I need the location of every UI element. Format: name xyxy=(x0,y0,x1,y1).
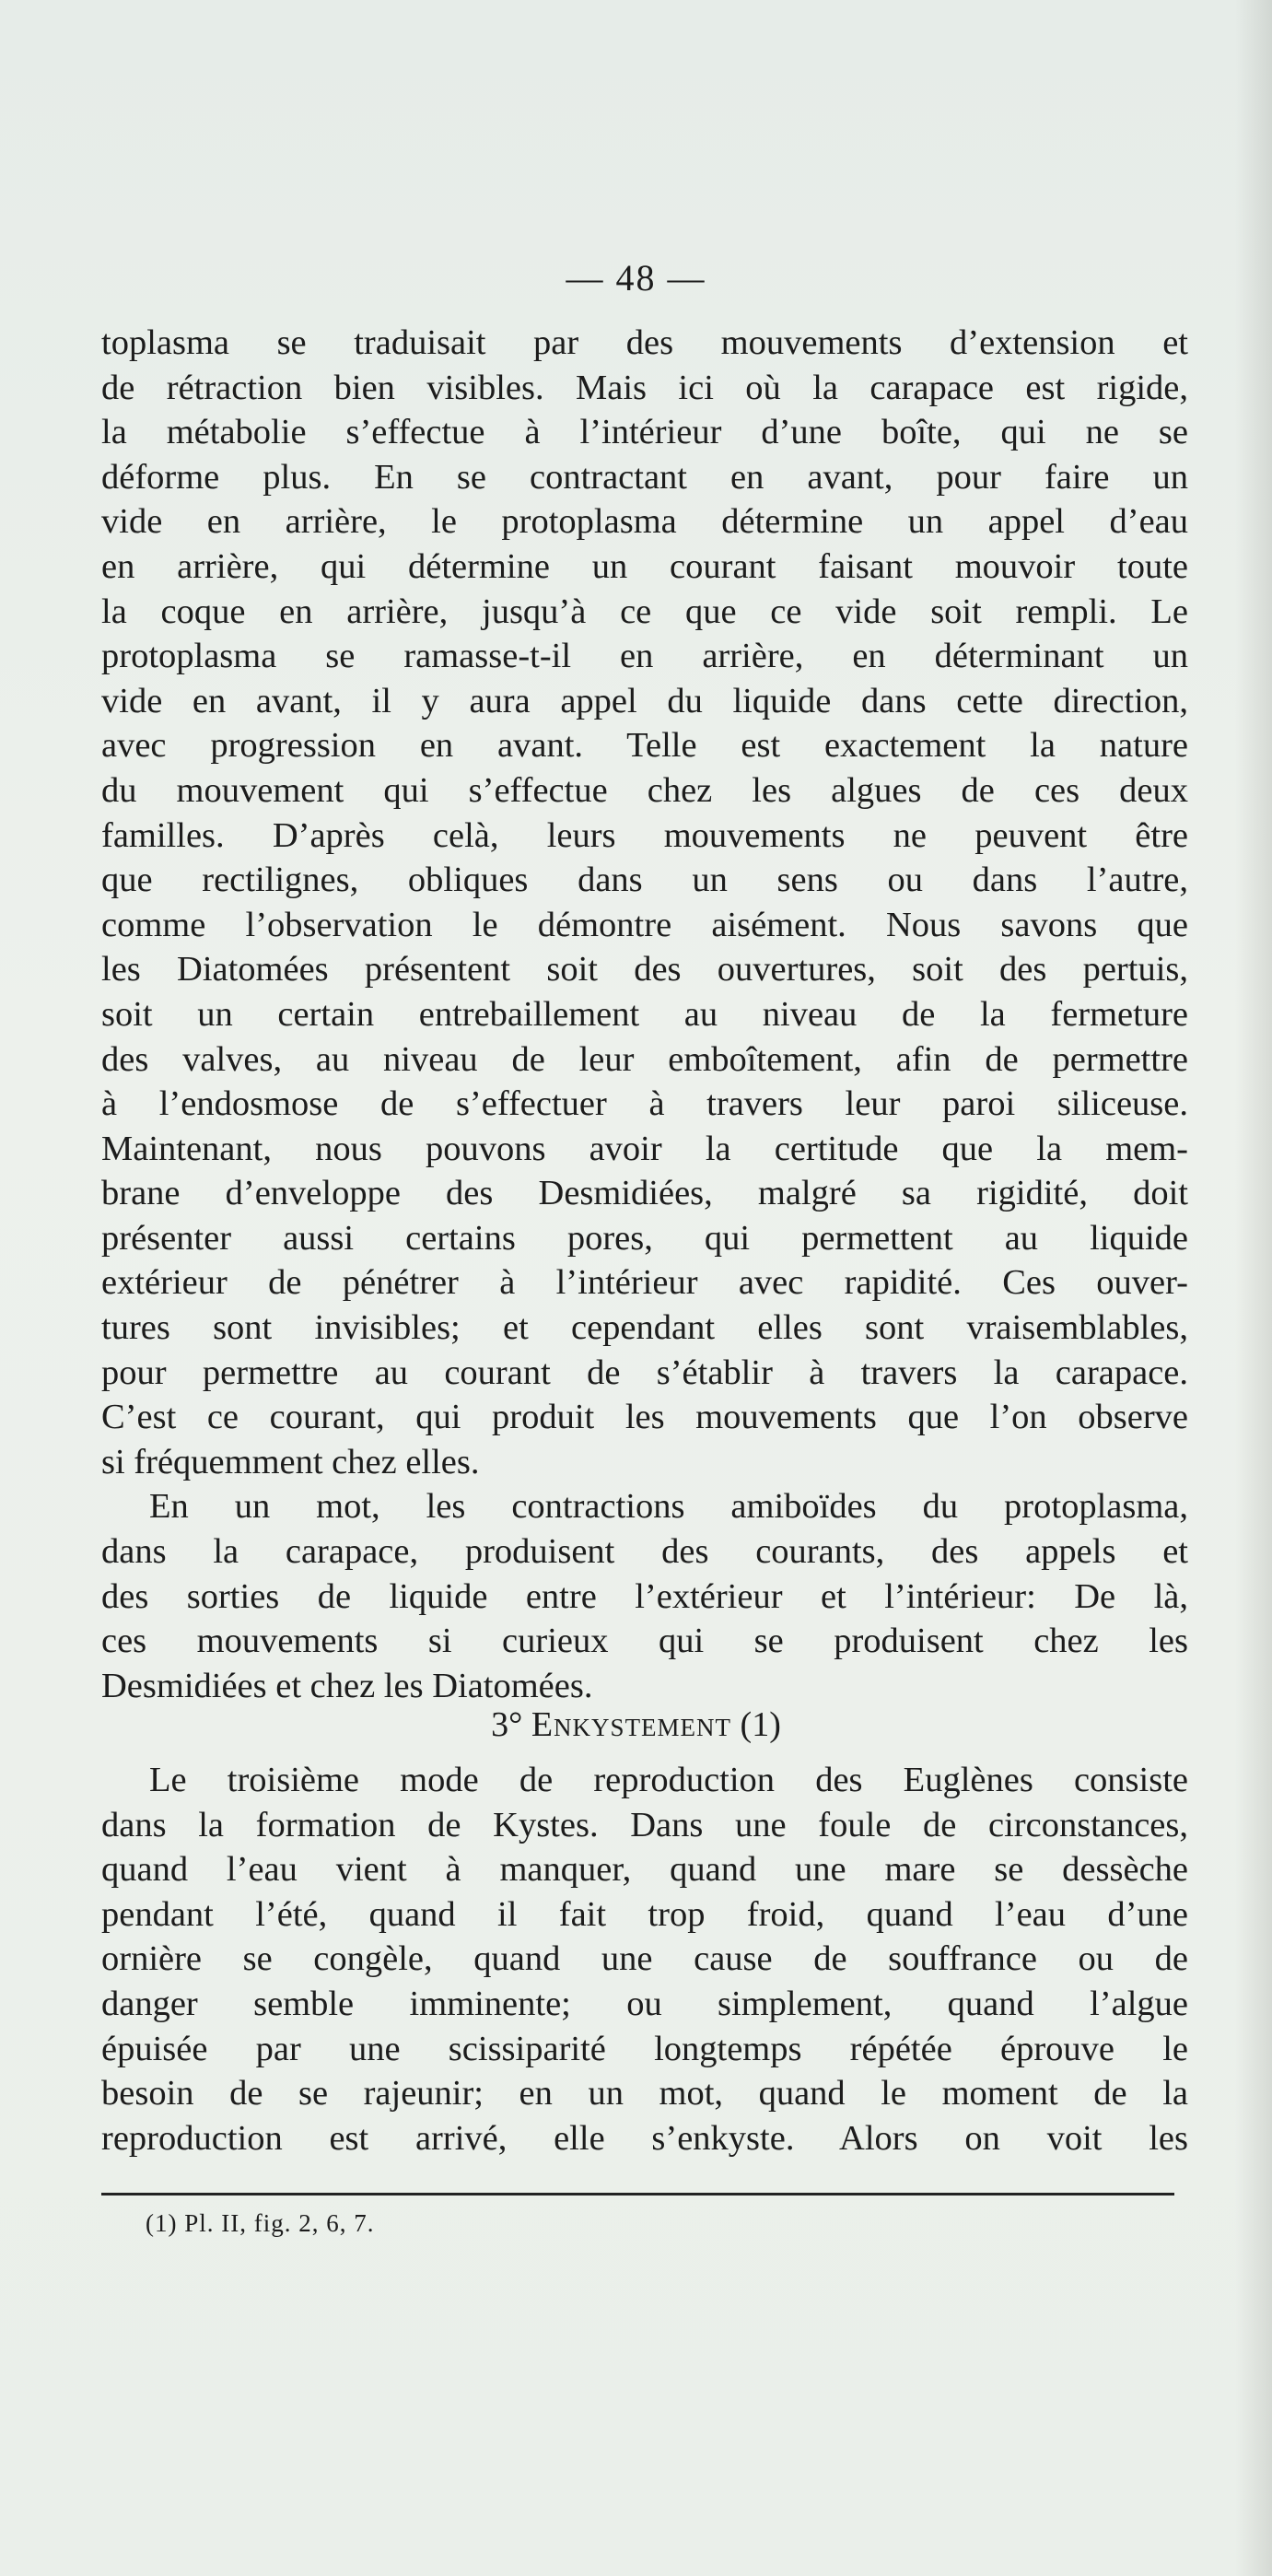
text-line: C’est ce courant, qui produit les mouvements que l’on observe xyxy=(101,1398,1188,1437)
section-title: Enkystement xyxy=(531,1705,732,1744)
text-line: comme l’observation le démontre aisément. Nous savons que xyxy=(101,905,1188,944)
text-line: pour permettre au courant de s’établir à travers la carapace. xyxy=(101,1352,1188,1392)
text-line: soit un certain entrebaillement au niveau de la fermeture xyxy=(101,994,1188,1034)
text-line: Maintenant, nous pouvons avoir la certitude que la mem- xyxy=(101,1129,1188,1168)
paragraph-3 xyxy=(101,1758,1188,2160)
text-line: vide en arrière, le protoplasma détermine un appel d’eau xyxy=(101,502,1188,542)
text-line: protoplasma se ramasse-t-il en arrière, en déterminant un xyxy=(101,637,1188,676)
text-line: Le troisième mode de reproduction des Euglènes consiste xyxy=(149,1761,1188,1799)
text-line: extérieur de pénétrer à l’intérieur avec rapidité. Ces ouver- xyxy=(101,1263,1188,1303)
text-line: danger semble imminente; ou simplement, quand l’algue xyxy=(101,1984,1188,2023)
text-line: dans la formation de Kystes. Dans une foule de circonstances, xyxy=(101,1805,1188,1844)
section-body xyxy=(101,1758,1188,2160)
text-line: des sorties de liquide entre l’extérieur et l’intérieur: De là, xyxy=(101,1576,1188,1616)
section-number: 3° xyxy=(491,1705,523,1744)
page-edge-shadow xyxy=(1235,0,1272,2576)
text-line: des valves, au niveau de leur emboîtement, afin de permettre xyxy=(101,1039,1188,1079)
text-line: les Diatomées présentent soit des ouvertures, soit des pertuis, xyxy=(101,950,1188,989)
paragraph-2 xyxy=(101,1484,1188,1708)
text-line: pendant l’été, quand il fait trop froid, quand l’eau d’une xyxy=(101,1894,1188,1934)
text-line: Desmidiées et chez les Diatomées. xyxy=(101,1666,593,1705)
text-line: la métabolie s’effectue à l’intérieur d’une boîte, qui ne se xyxy=(101,413,1188,452)
text-line: présenter aussi certains pores, qui permettent au liquide xyxy=(101,1218,1188,1258)
text-line: En un mot, les contractions amiboïdes du protoplasma, xyxy=(149,1487,1188,1527)
text-line: toplasma se traduisait par des mouvements d’extension et xyxy=(101,323,1188,362)
text-line: déforme plus. En se contractant en avant, pour faire un xyxy=(101,457,1188,497)
footnote-divider xyxy=(101,2193,1174,2195)
paragraph-1 xyxy=(101,321,1188,1484)
page-number: — 48 — xyxy=(566,257,706,299)
text-line: besoin de se rajeunir; en un mot, quand le moment de la xyxy=(101,2074,1188,2113)
text-line: reproduction est arrivé, elle s’enkyste. Alors on voit les xyxy=(101,2118,1188,2158)
body-text xyxy=(101,321,1188,1708)
text-line: familles. D’après celà, leurs mouvements ne peuvent être xyxy=(101,815,1188,855)
text-line: dans la carapace, produisent des courants, des appels et xyxy=(101,1532,1188,1572)
section-heading xyxy=(0,1704,1272,1745)
text-line: quand l’eau vient à manquer, quand une mare se dessèche xyxy=(101,1850,1188,1890)
text-line: ces mouvements si curieux qui se produisent chez les xyxy=(101,1622,1188,1661)
text-line: en arrière, qui détermine un courant faisant mouvoir toute xyxy=(101,546,1188,586)
text-line: de rétraction bien visibles. Mais ici où la carapace est rigide, xyxy=(101,368,1188,407)
text-line: si fréquemment chez elles. xyxy=(101,1442,480,1481)
footnote-reference: (1) xyxy=(740,1705,781,1744)
text-line: vide en avant, il y aura appel du liquide dans cette direction, xyxy=(101,681,1188,720)
text-line: la coque en arrière, jusqu’à ce que ce vide soit rempli. Le xyxy=(101,591,1188,631)
text-line: que rectilignes, obliques dans un sens ou dans l’autre, xyxy=(101,861,1188,900)
text-line: à l’endosmose de s’effectuer à travers leur paroi siliceuse. xyxy=(101,1084,1188,1124)
text-line: ornière se congèle, quand une cause de souffrance ou de xyxy=(101,1939,1188,1979)
text-line: brane d’enveloppe des Desmidiées, malgré sa rigidité, doit xyxy=(101,1174,1188,1213)
text-line: du mouvement qui s’effectue chez les algues de ces deux xyxy=(101,770,1188,810)
text-line: épuisée par une scissiparité longtemps répétée éprouve le xyxy=(101,2029,1188,2068)
text-line: avec progression en avant. Telle est exactement la nature xyxy=(101,726,1188,766)
footnote: (1) Pl. II, fig. 2, 6, 7. xyxy=(146,2209,375,2237)
text-line: tures sont invisibles; et cependant elles sont vraisemblables, xyxy=(101,1308,1188,1348)
